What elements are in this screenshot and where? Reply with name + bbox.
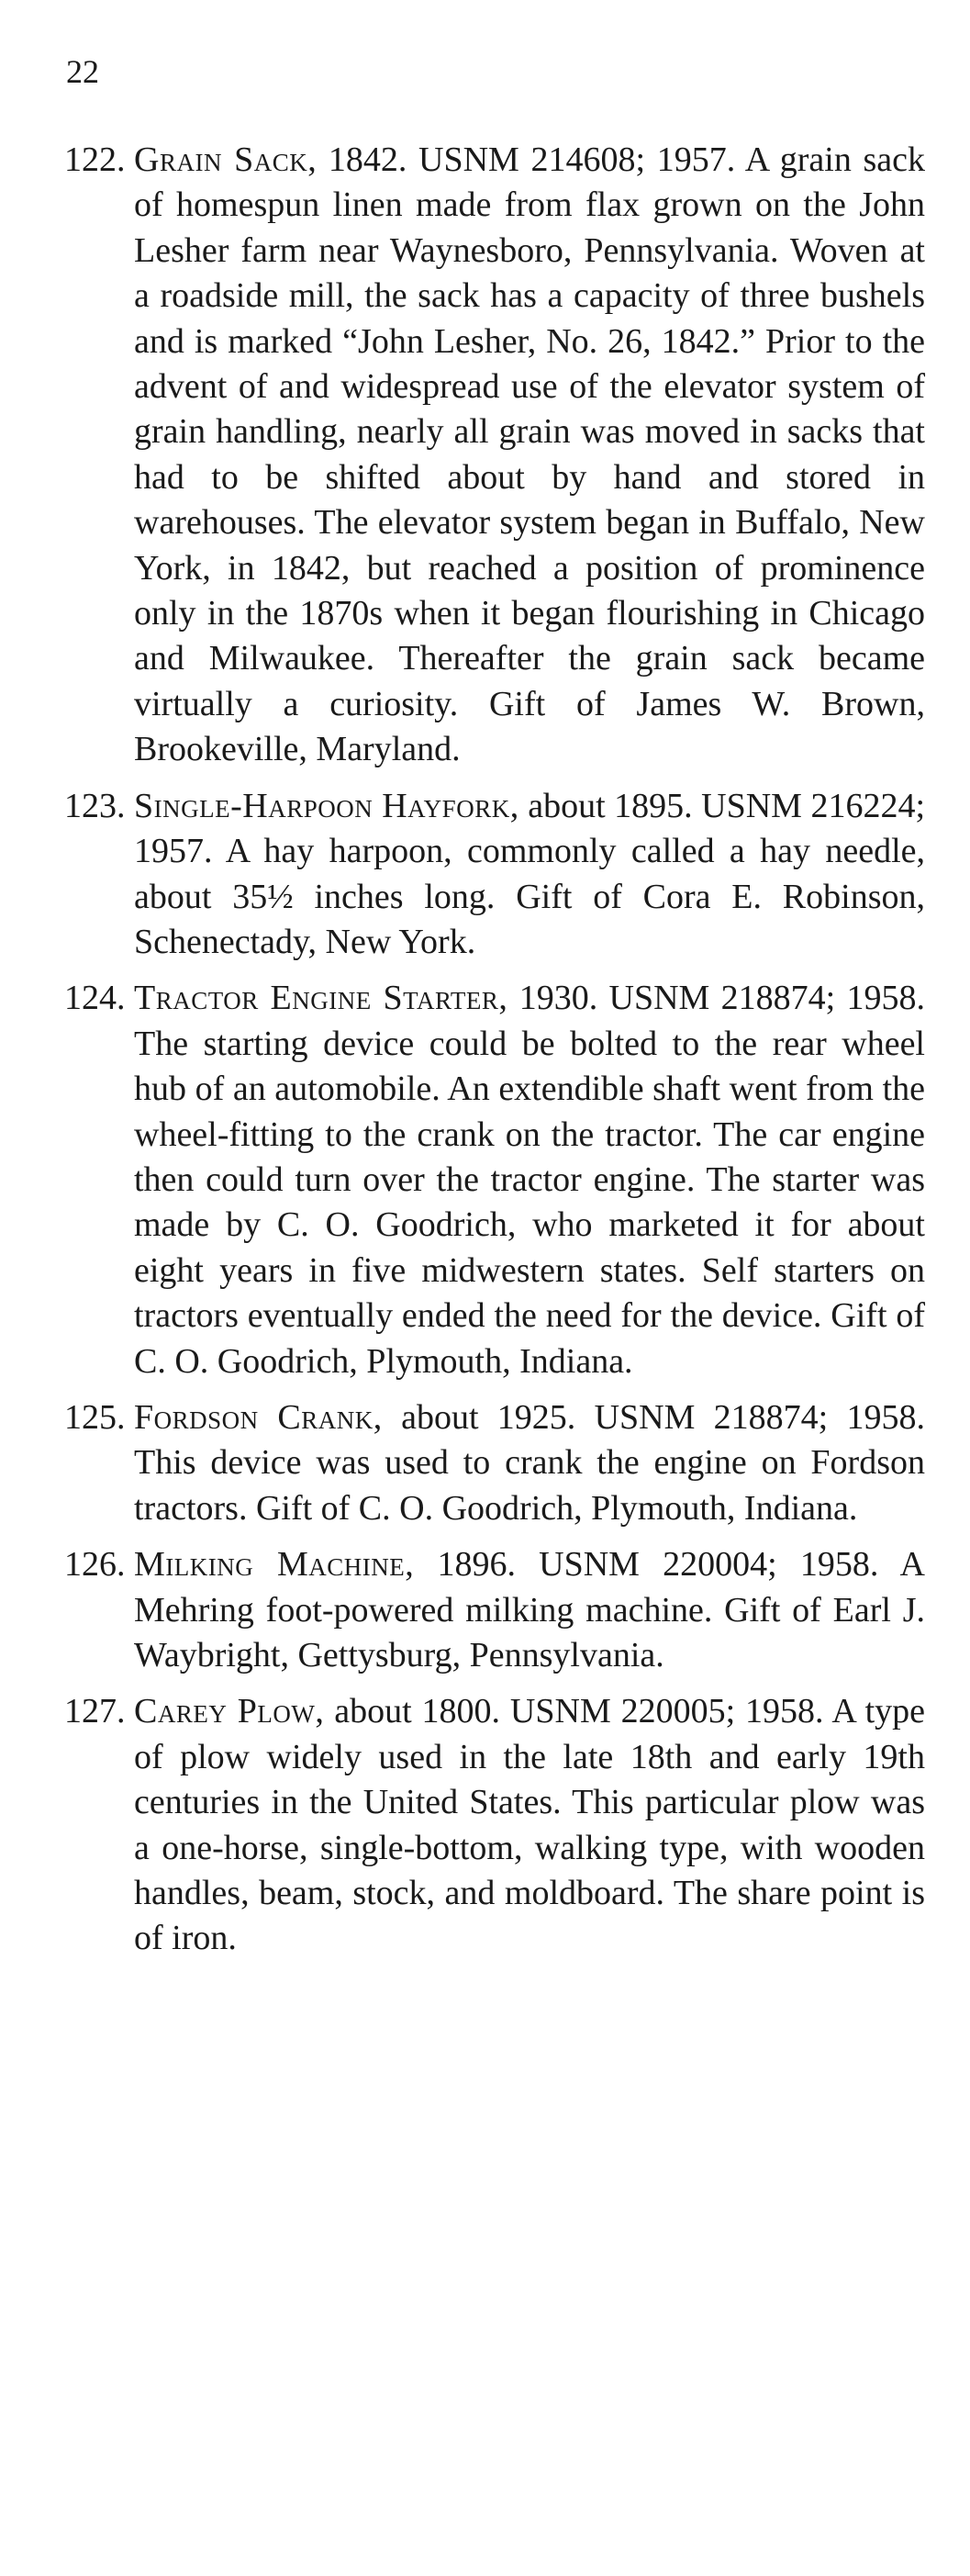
entry-number: 126. — [64, 1545, 126, 1585]
entry-description: 1930. USNM 218874; 1958. The starting device could be bolted to the rear wheel hub of an automobile. An extendible shaft went from the wheel-fitting to the crank on the tractor. The car engine then could turn over the tractor engine. The starter was made by C. O. Goodrich, who marketed it for about eight years in five midwestern states. Self starters on tractors eventually ended the need for the device. Gift of C. O. Goodrich, Plymouth, Indiana. — [134, 979, 925, 1381]
entry-description: about 1800. USNM 220005; 1958. A type of plow widely used in the late 18th and early 19th centuries in the United States. This particular plow was a one-horse, single-bottom, walking type, with wooden handles, beam, stock, and moldboard. The share point is of iron. — [134, 1692, 925, 1958]
catalog-entry — [64, 784, 925, 966]
entry-body — [134, 784, 925, 966]
entry-title: Fordson Crank, — [134, 1397, 383, 1437]
entry-title: Grain Sack, — [134, 140, 318, 179]
entry-title: Tractor Engine Starter, — [134, 979, 508, 1018]
catalog-entry — [64, 1395, 925, 1531]
entry-number: 122. — [64, 140, 126, 179]
entry-number: 124. — [64, 979, 126, 1018]
entry-description: about 1925. USNM 218874; 1958. This device was used to crank the engine on Fordson tractors. Gift of C. O. Goodrich, Plymouth, Indiana. — [134, 1397, 925, 1528]
catalog-entries — [64, 138, 925, 1973]
entry-body — [134, 138, 925, 773]
entry-body — [134, 1689, 925, 1961]
entry-body — [134, 976, 925, 1384]
catalog-entry — [64, 1689, 925, 1961]
entry-title: Single-Harpoon Hayfork, — [134, 786, 519, 825]
entry-number: 125. — [64, 1397, 126, 1437]
page-number: 22 — [66, 53, 99, 90]
catalog-entry — [64, 976, 925, 1384]
entry-description: 1842. USNM 214608; 1957. A grain sack of homespun linen made from flax grown on the John Lesher farm near Waynesboro, Pennsylvania. Woven at a roadside mill, the sack has a capacity of three bushels and is marked “John Lesher, No. 26, 1842.” Prior to the advent of and widespread use of the elevator system of grain handling, nearly all grain was moved in sacks that had to be shifted about by hand and stored in warehouses. The elevator system began in Buffalo, New York, in 1842, but reached a position of prominence only in the 1870s when it began flourishing in Chicago and Milwaukee. Thereafter the grain sack became virtually a curiosity. Gift of James W. Brown, Brookeville, Maryland. — [134, 140, 925, 769]
entry-title: Carey Plow, — [134, 1692, 325, 1731]
catalog-entry — [64, 1542, 925, 1678]
entry-body — [134, 1395, 925, 1531]
entry-description: 1896. USNM 220004; 1958. A Mehring foot-powered milking machine. Gift of Earl J. Waybright, Gettysburg, Pennsylvania. — [134, 1545, 925, 1674]
entry-number: 127. — [64, 1692, 126, 1731]
entry-description: about 1895. USNM 216224; 1957. A hay harpoon, commonly called a hay needle, about 35½ inches long. Gift of Cora E. Robinson, Schenectady, New York. — [134, 786, 926, 961]
entry-body — [134, 1542, 925, 1678]
catalog-entry — [64, 138, 925, 773]
entry-number: 123. — [64, 786, 126, 825]
entry-title: Milking Machine, — [134, 1545, 415, 1585]
